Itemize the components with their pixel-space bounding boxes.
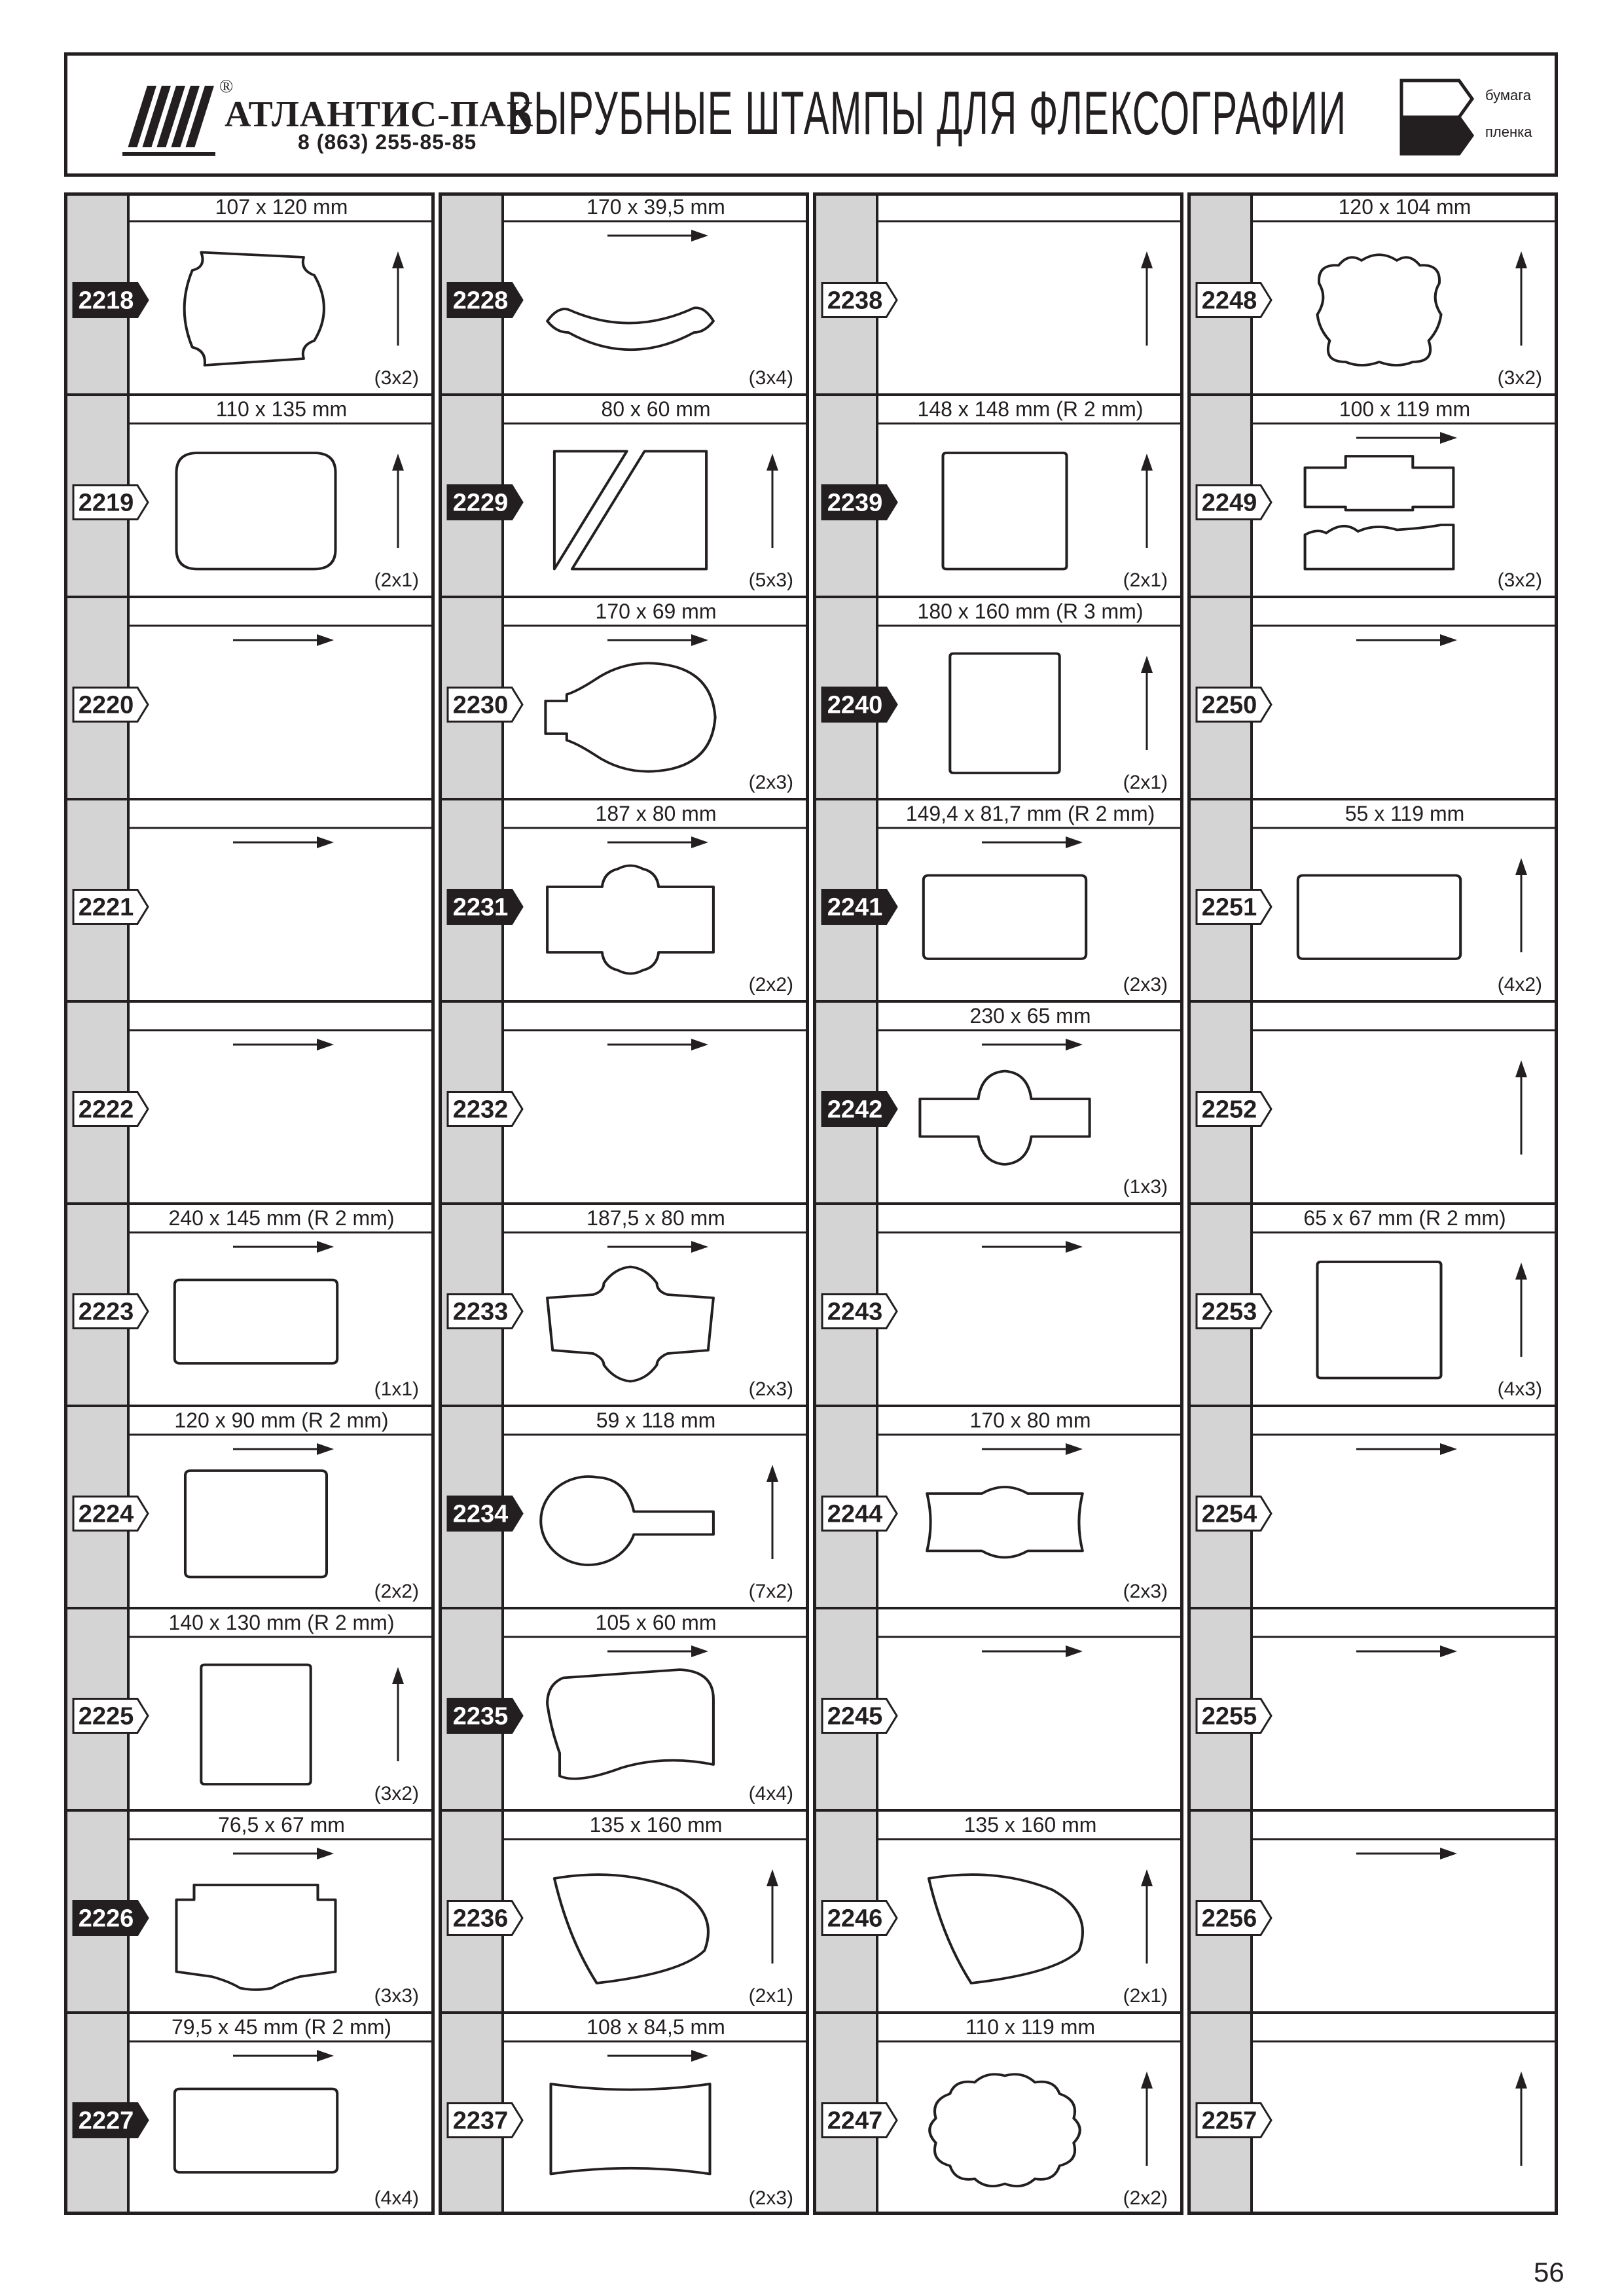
die-number: 2223	[78, 1298, 134, 1326]
die-shape	[185, 253, 324, 366]
die-number: 2250	[1201, 691, 1257, 719]
die-number: 2238	[827, 287, 883, 315]
die-number: 2224	[78, 1500, 134, 1528]
die-number: 2242	[827, 1096, 883, 1124]
die-number: 2218	[78, 287, 134, 315]
die-column-4	[1187, 192, 1558, 2215]
die-number: 2233	[452, 1298, 509, 1326]
die-size-label: 187 x 80 mm	[595, 802, 717, 825]
die-shape	[924, 876, 1086, 960]
die-column-2	[439, 192, 809, 2215]
die-shape	[175, 1280, 337, 1364]
die-size-label: 135 x 160 mm	[589, 1813, 723, 1837]
die-number: 2241	[827, 893, 883, 922]
brand-name: АТЛАНТИС-ПАК	[225, 94, 534, 135]
die-layout-count: (5x3)	[748, 569, 793, 591]
die-layout-count: (2x3)	[748, 2187, 793, 2209]
die-layout-count: (2x1)	[374, 569, 419, 591]
die-number: 2222	[78, 1096, 134, 1124]
die-number: 2226	[78, 1905, 134, 1933]
die-number: 2219	[78, 489, 134, 517]
die-number: 2225	[78, 1702, 134, 1731]
die-shape	[950, 654, 1059, 774]
die-number: 2230	[452, 691, 509, 719]
die-number: 2252	[1201, 1096, 1257, 1124]
die-size-label: 105 x 60 mm	[595, 1611, 717, 1634]
die-number: 2244	[827, 1500, 883, 1528]
die-shape	[1318, 255, 1441, 365]
die-number: 2247	[827, 2107, 883, 2135]
die-number: 2235	[452, 1702, 509, 1731]
die-layout-count: (2x1)	[748, 1985, 793, 2007]
die-number: 2243	[827, 1298, 883, 1326]
registered-mark: ®	[219, 77, 234, 97]
die-number: 2257	[1201, 2107, 1257, 2135]
die-size-label: 135 x 160 mm	[964, 1813, 1097, 1837]
die-size-label: 107 x 120 mm	[215, 195, 348, 219]
die-shape	[177, 1885, 336, 1990]
die-size-label: 79,5 x 45 mm (R 2 mm)	[171, 2015, 392, 2039]
die-layout-count: (2x3)	[1123, 1581, 1168, 1602]
legend-paper-marker	[1401, 81, 1472, 117]
die-layout-count: (3x2)	[374, 367, 419, 389]
legend-film-label: пленка	[1485, 124, 1532, 140]
die-layout-count: (3x2)	[1497, 569, 1542, 591]
die-grid	[64, 192, 1558, 2215]
die-number: 2246	[827, 1905, 883, 1933]
page-number: 56	[1534, 2257, 1564, 2287]
die-layout-count: (1x3)	[1123, 1176, 1168, 1198]
die-layout-count: (1x1)	[374, 1378, 419, 1400]
die-layout-count: (2x3)	[748, 772, 793, 793]
die-number: 2236	[452, 1905, 509, 1933]
die-shape	[1318, 1262, 1441, 1378]
catalog-header	[64, 52, 1558, 177]
die-layout-count: (2x1)	[1123, 772, 1168, 793]
die-column-3	[813, 192, 1183, 2215]
die-size-label: 240 x 145 mm (R 2 mm)	[168, 1206, 395, 1230]
legend-paper-label: бумага	[1485, 87, 1532, 103]
die-size-label: 59 x 118 mm	[596, 1408, 716, 1432]
die-size-label: 170 x 69 mm	[595, 600, 717, 623]
die-layout-count: (2x1)	[1123, 1985, 1168, 2007]
die-size-label: 120 x 104 mm	[1338, 195, 1471, 219]
die-column-1	[64, 192, 435, 2215]
die-number: 2228	[452, 287, 509, 315]
die-layout-count: (4x4)	[748, 1783, 793, 1804]
die-number: 2229	[452, 489, 509, 517]
die-size-label: 65 x 67 mm (R 2 mm)	[1303, 1206, 1506, 1230]
die-layout-count: (3x3)	[374, 1985, 419, 2007]
die-size-label: 180 x 160 mm (R 3 mm)	[917, 600, 1144, 623]
die-shape	[177, 453, 336, 569]
die-layout-count: (4x3)	[1497, 1378, 1542, 1400]
die-number: 2231	[452, 893, 509, 922]
die-shape	[185, 1471, 327, 1577]
die-size-label: 230 x 65 mm	[969, 1004, 1091, 1028]
die-shape	[927, 1487, 1083, 1558]
die-size-label: 170 x 39,5 mm	[586, 195, 725, 219]
die-shape	[1298, 876, 1460, 960]
die-size-label: 140 x 130 mm (R 2 mm)	[168, 1611, 395, 1634]
die-layout-count: (2x1)	[1123, 569, 1168, 591]
die-size-label: 148 x 148 mm (R 2 mm)	[917, 397, 1144, 421]
die-number: 2256	[1201, 1905, 1257, 1933]
die-shape	[551, 2084, 710, 2174]
die-size-label: 80 x 60 mm	[601, 397, 711, 421]
die-layout-count: (2x3)	[748, 1378, 793, 1400]
die-layout-count: (2x3)	[1123, 974, 1168, 996]
die-layout-count: (7x2)	[748, 1581, 793, 1602]
material-legend	[1396, 74, 1532, 159]
die-size-label: 55 x 119 mm	[1344, 802, 1465, 825]
die-layout-count: (3x2)	[374, 1783, 419, 1804]
die-layout-count: (2x2)	[374, 1581, 419, 1602]
die-shape	[175, 2089, 337, 2173]
die-number: 2249	[1201, 489, 1257, 517]
die-size-label: 108 x 84,5 mm	[586, 2015, 725, 2039]
atlantis-pak-logo-icon	[120, 81, 218, 158]
die-layout-count: (2x2)	[1123, 2187, 1168, 2209]
die-number: 2220	[78, 691, 134, 719]
die-number: 2253	[1201, 1298, 1257, 1326]
die-number: 2221	[78, 893, 134, 922]
die-number: 2254	[1201, 1500, 1257, 1528]
die-size-label: 100 x 119 mm	[1339, 397, 1471, 421]
page-title: ВЫРУБНЫЕ ШТАМПЫ ДЛЯ ФЛЕКСОГРАФИИ	[507, 79, 1347, 147]
die-number: 2234	[452, 1500, 509, 1528]
die-shape	[943, 453, 1067, 569]
die-number: 2255	[1201, 1702, 1257, 1731]
die-number: 2240	[827, 691, 883, 719]
die-number: 2251	[1201, 893, 1257, 922]
die-layout-count: (4x4)	[374, 2187, 419, 2209]
die-size-label: 76,5 x 67 mm	[218, 1813, 345, 1837]
die-number: 2227	[78, 2107, 134, 2135]
brand-phone: 8 (863) 255-85-85	[298, 130, 477, 154]
die-number: 2245	[827, 1702, 883, 1731]
die-number: 2239	[827, 489, 883, 517]
die-shape	[929, 2074, 1080, 2186]
legend-film-marker	[1401, 117, 1472, 154]
die-number: 2232	[452, 1096, 509, 1124]
die-number: 2237	[452, 2107, 509, 2135]
die-size-label: 120 x 90 mm (R 2 mm)	[174, 1408, 389, 1432]
die-size-label: 110 x 135 mm	[215, 397, 348, 421]
die-layout-count: (3x4)	[748, 367, 793, 389]
die-size-label: 149,4 x 81,7 mm (R 2 mm)	[905, 802, 1155, 825]
die-layout-count: (2x2)	[748, 974, 793, 996]
die-shape	[201, 1665, 310, 1785]
die-layout-count: (4x2)	[1497, 974, 1542, 996]
die-layout-count: (3x2)	[1497, 367, 1542, 389]
die-size-label: 187,5 x 80 mm	[586, 1206, 725, 1230]
die-size-label: 110 x 119 mm	[965, 2015, 1096, 2039]
die-number: 2248	[1201, 287, 1257, 315]
die-size-label: 170 x 80 mm	[969, 1408, 1091, 1432]
